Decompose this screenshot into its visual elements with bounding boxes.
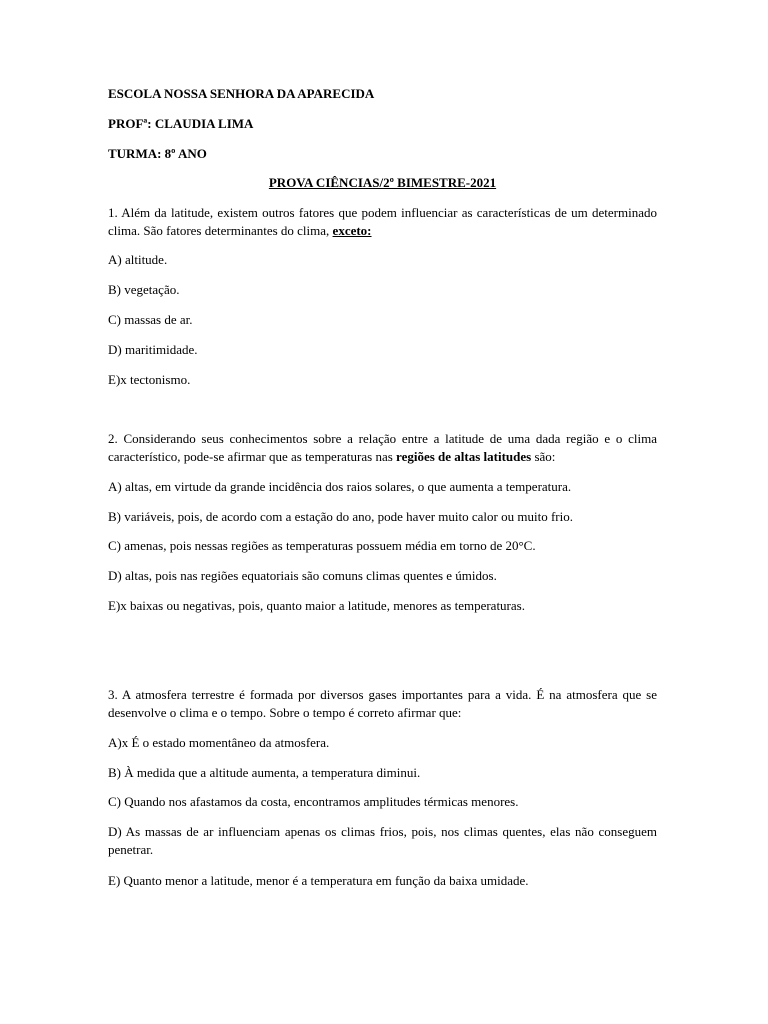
question-2-option-e: E)x baixas ou negativas, pois, quanto maior a latitude, menores as temperaturas. (108, 598, 525, 613)
question-1-option-a: A) altitude. (108, 252, 168, 267)
question-2-stem (108, 430, 657, 466)
question-3-option-c: C) Quando nos afastamos da costa, encontramos amplitudes térmicas menores. (108, 794, 519, 809)
question-3-stem (108, 686, 657, 722)
question-2-option-d: D) altas, pois nas regiões equatoriais são comuns climas quentes e úmidos. (108, 568, 497, 583)
question-2-option-a: A) altas, em virtude da grande incidência dos raios solares, o que aumenta a temperatura. (108, 479, 572, 494)
question-3-option-b: B) À medida que a altitude aumenta, a temperatura diminui. (108, 765, 421, 780)
question-1-option-e: E)x tectonismo. (108, 372, 191, 387)
class-label: TURMA: 8º ANO (108, 146, 207, 161)
question-1-option-d: D) maritimidade. (108, 342, 198, 357)
question-1-stem (108, 204, 657, 240)
question-2-emphasis: regiões de altas latitudes (396, 449, 532, 464)
question-3-option-d: D) As massas de ar influenciam apenas os climas frios, pois, nos climas quentes, elas não conseguem penetrar. (108, 824, 657, 857)
school-name: ESCOLA NOSSA SENHORA DA APARECIDA (108, 86, 375, 101)
question-2-option-c: C) amenas, pois nessas regiões as temperaturas possuem média em torno de 20°C. (108, 538, 536, 553)
teacher-name: PROFª: CLAUDIA LIMA (108, 116, 254, 131)
question-3-text: 3. A atmosfera terrestre é formada por diversos gases importantes para a vida. É na atmosfera que se desenvolve o clima e o tempo. Sobre o tempo é correto afirmar que: (108, 687, 657, 720)
question-3-option-e: E) Quanto menor a latitude, menor é a temperatura em função da baixa umidade. (108, 873, 529, 888)
exam-title: PROVA CIÊNCIAS/2º BIMESTRE-2021 (268, 175, 497, 190)
question-1-option-c: C) massas de ar. (108, 312, 193, 327)
question-2-text: 2. Considerando seus conhecimentos sobre a relação entre a latitude de uma dada região e o clima característico, pode-se afirmar que as temperaturas nas (108, 431, 657, 464)
question-1-option-b: B) vegetação. (108, 282, 180, 297)
question-1-emphasis: exceto: (332, 223, 372, 238)
question-3-option-a: A)x É o estado momentâneo da atmosfera. (108, 735, 330, 750)
question-2-text-end: são: (531, 449, 556, 464)
question-2-option-b: B) variáveis, pois, de acordo com a estação do ano, pode haver muito calor ou muito frio. (108, 509, 573, 524)
question-1-text: 1. Além da latitude, existem outros fatores que podem influenciar as características de um determinado clima. São fatores determinantes do clima, (108, 205, 657, 238)
